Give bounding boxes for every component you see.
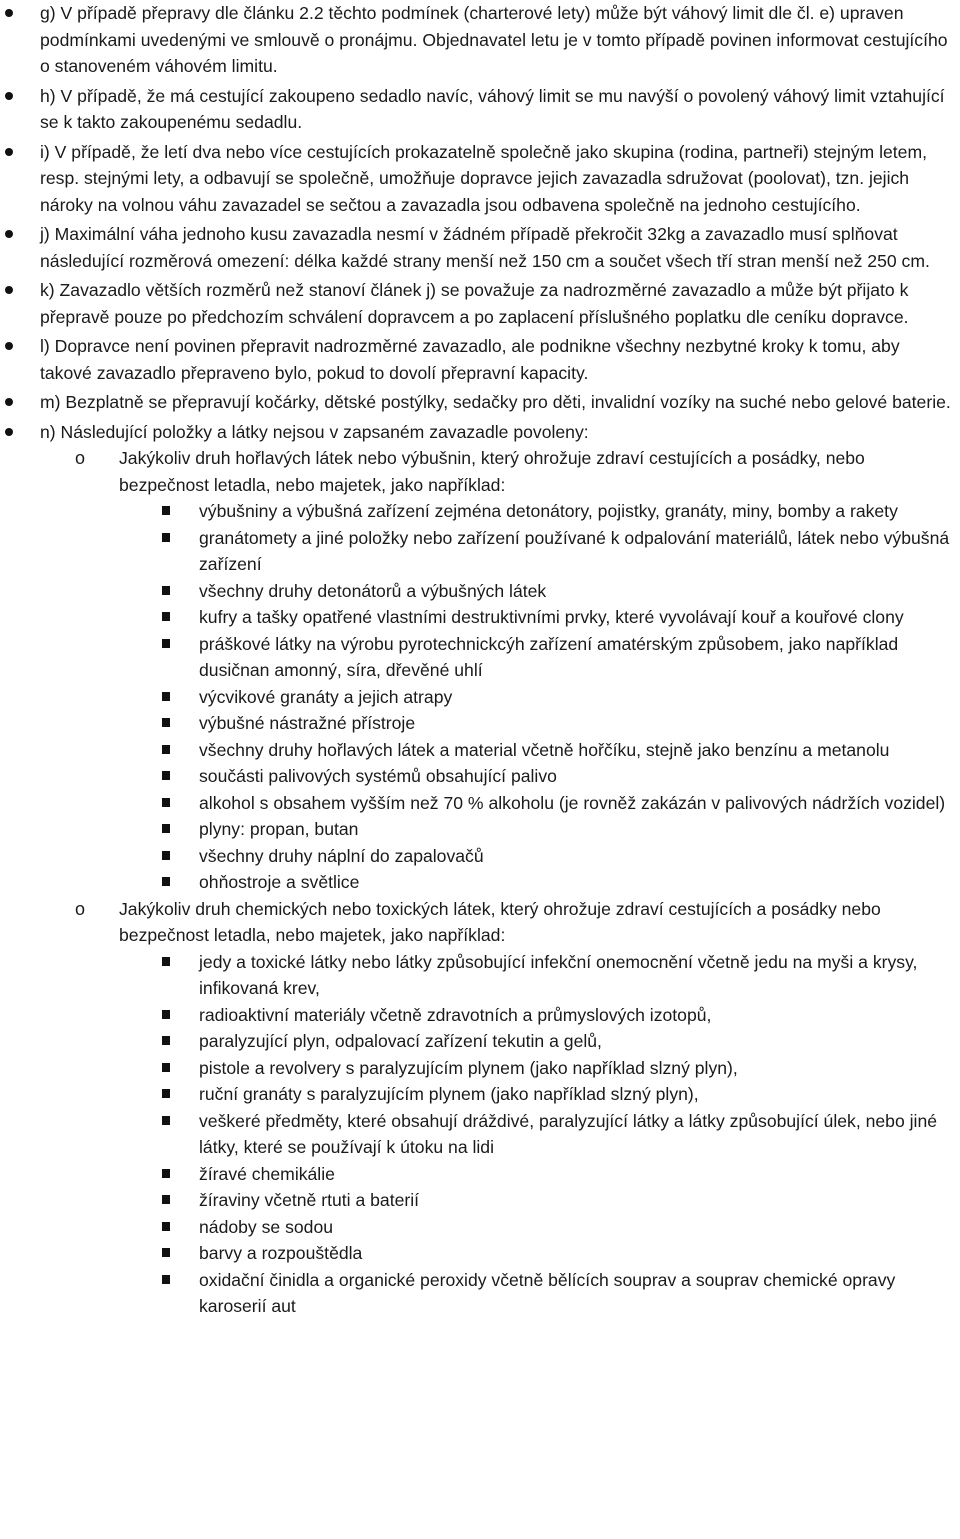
bullet-icon xyxy=(5,398,13,406)
prohibited-item-text: výbušniny a výbušná zařízení zejména detonátory, pojistky, granáty, miny, bomby a rakety xyxy=(199,501,898,521)
square-bullet-icon xyxy=(162,1195,170,1204)
prohibited-item xyxy=(0,1055,954,1082)
prohibited-items-list xyxy=(119,498,954,896)
subgroup-text: Jakýkoliv druh chemických nebo toxických látek, který ohrožuje zdraví cestujících a posádky nebo bezpečnost letadla, nebo majetek, jako například: xyxy=(119,898,881,945)
prohibited-item-text: výcvikové granáty a jejich atrapy xyxy=(199,686,453,707)
prohibited-item xyxy=(0,763,954,790)
item-text: n) Následující položky a látky nejsou v zapsaném zavazadle povoleny: xyxy=(40,421,589,442)
square-bullet-icon xyxy=(162,877,170,886)
square-bullet-icon xyxy=(162,639,170,648)
prohibited-item xyxy=(0,949,954,1002)
square-bullet-icon xyxy=(162,718,170,727)
sublist-item xyxy=(0,896,954,1320)
prohibited-item-text: pistole a revolvery s paralyzujícím plynem (jako například slzný plyn), xyxy=(199,1057,738,1078)
prohibited-item xyxy=(0,1240,954,1267)
square-bullet-icon xyxy=(162,957,170,966)
prohibited-item xyxy=(0,1002,954,1029)
prohibited-item-text: práškové látky na výrobu pyrotechnickcýh zařízení amatérským způsobem, jako například dusičnan amonný, síra, dřevěné uhlí xyxy=(199,633,899,680)
square-bullet-icon xyxy=(162,851,170,860)
square-bullet-icon xyxy=(162,1116,170,1125)
list-item xyxy=(0,389,960,416)
prohibited-item-text: všechny druhy hořlavých látek a material včetně hořčíku, stejně jako benzínu a metanolu xyxy=(199,739,890,760)
prohibited-item-text: výbušné nástražné přístroje xyxy=(199,713,416,733)
square-bullet-icon xyxy=(162,533,170,542)
list-item xyxy=(0,221,960,274)
item-text: l) Dopravce není povinen přepravit nadrozměrné zavazadlo, ale podnikne všechny nezbytné kroky k tomu, aby takové zavazadlo přepraveno bylo, pokud to dovolí přepravní kapacity. xyxy=(40,336,900,383)
prohibited-item-text: radioaktivní materiály včetně zdravotních a průmyslových izotopů, xyxy=(199,1004,712,1025)
prohibited-item-text: oxidační činidla a organické peroxidy včetně bělících souprav a souprav chemické opravy karoserií aut xyxy=(199,1269,896,1316)
item-text: k) Zavazadlo větších rozměrů než stanoví článek j) se považuje za nadrozměrné zavazadlo a může být přijato k přepravě pouze po předchozím schválení dopravcem a po zaplacení příslušného poplatku dle ceníku dopravce. xyxy=(40,280,909,327)
item-text: i) V případě, že letí dva nebo více cestujících prokazatelně společně jako skupina (rodina, partneři) stejným letem, resp. stejnými lety, a odbavují se společně, umožňuje dopravce jejich zavazadla sdružovat (poolovat), tzn. jejich nároky na volnou váhu zavazadel se sečtou a zavazadla jsou odbavena společně na jednoho cestujícího. xyxy=(40,141,927,215)
item-text: h) V případě, že má cestující zakoupeno sedadlo navíc, váhový limit se mu navýší o povolený váhový limit vztahující se k takto zakoupenému sedadlu. xyxy=(40,85,945,132)
bullet-icon xyxy=(5,9,13,17)
prohibited-items-list xyxy=(119,949,954,1320)
list-item xyxy=(0,139,960,219)
prohibited-item xyxy=(0,1187,954,1214)
item-text: g) V případě přepravy dle článku 2.2 těchto podmínek (charterové lety) může být váhový limit dle čl. e) upraven podmínkami uvedenými ve smlouvě o pronájmu. Objednavatel letu je v tomto případě povinen informovat cestujícího o stanoveném váhovém limitu. xyxy=(40,3,948,76)
square-bullet-icon xyxy=(162,1063,170,1072)
prohibited-item xyxy=(0,525,954,578)
prohibited-item xyxy=(0,1267,954,1320)
prohibited-item xyxy=(0,498,954,525)
square-bullet-icon xyxy=(162,824,170,833)
prohibited-item xyxy=(0,578,954,605)
prohibited-item xyxy=(0,1081,954,1108)
prohibited-item xyxy=(0,737,954,764)
list-item xyxy=(0,0,960,80)
square-bullet-icon xyxy=(162,506,170,515)
square-bullet-icon xyxy=(162,1036,170,1045)
prohibited-item xyxy=(0,710,954,737)
prohibited-groups-list xyxy=(40,445,954,1320)
prohibited-item xyxy=(0,1214,954,1241)
prohibited-item-text: součásti palivových systémů obsahující palivo xyxy=(199,766,557,786)
circle-bullet-icon: o xyxy=(75,448,86,468)
prohibited-item-text: plyny: propan, butan xyxy=(199,819,359,839)
bullet-icon xyxy=(5,148,13,156)
square-bullet-icon xyxy=(162,745,170,754)
prohibited-item-text: ohňostroje a světlice xyxy=(199,872,360,892)
prohibited-item-text: paralyzující plyn, odpalovací zařízení tekutin a gelů, xyxy=(199,1031,602,1051)
prohibited-item xyxy=(0,790,954,817)
prohibited-item-text: veškeré předměty, které obsahují dráždivé, paralyzující látky a látky způsobující úlek, nebo jiné látky, které se používají k útoku na lidi xyxy=(199,1110,938,1157)
bullet-icon xyxy=(5,230,13,238)
prohibited-item xyxy=(0,1161,954,1188)
sublist-item xyxy=(0,445,954,896)
prohibited-item-text: granátomety a jiné položky nebo zařízení používané k odpalování materiálů, látek nebo výbušná zařízení xyxy=(199,527,950,574)
prohibited-item-text: barvy a rozpouštědla xyxy=(199,1243,363,1263)
bullet-icon xyxy=(5,342,13,350)
prohibited-item xyxy=(0,1028,954,1055)
prohibited-item-text: jedy a toxické látky nebo látky způsobující infekční onemocnění včetně jedu na myši a krysy, infikovaná krev, xyxy=(199,951,918,998)
square-bullet-icon xyxy=(162,586,170,595)
prohibited-item xyxy=(0,816,954,843)
prohibited-item xyxy=(0,684,954,711)
square-bullet-icon xyxy=(162,1089,170,1098)
square-bullet-icon xyxy=(162,1169,170,1178)
bullet-icon xyxy=(5,286,13,294)
square-bullet-icon xyxy=(162,798,170,807)
list-item xyxy=(0,333,960,386)
item-text: m) Bezplatně se přepravují kočárky, dětské postýlky, sedačky pro děti, invalidní vozíky na suché nebo gelové baterie. xyxy=(40,392,951,412)
square-bullet-icon xyxy=(162,771,170,780)
square-bullet-icon xyxy=(162,692,170,701)
bullet-icon xyxy=(5,428,13,436)
prohibited-item xyxy=(0,604,954,631)
list-item xyxy=(0,277,960,330)
subgroup-text: Jakýkoliv druh hořlavých látek nebo výbušnin, který ohrožuje zdraví cestujících a posádky, nebo bezpečnost letadla, nebo majetek, jako například: xyxy=(119,448,865,495)
square-bullet-icon xyxy=(162,1275,170,1284)
item-text: j) Maximální váha jednoho kusu zavazadla nesmí v žádném případě překročit 32kg a zavazadlo musí splňovat následující rozměrová omezení: délka každé strany menší než 150 cm a součet všech tří stran menší než 250 cm. xyxy=(40,224,930,271)
list-item xyxy=(0,419,960,1320)
prohibited-item-text: alkohol s obsahem vyšším než 70 % alkoholu (je rovněž zakázán v palivových nádržích vozidel) xyxy=(199,792,946,813)
prohibited-item-text: všechny druhy náplní do zapalovačů xyxy=(199,845,484,866)
prohibited-item-text: ruční granáty s paralyzujícím plynem (jako například slzný plyn), xyxy=(199,1084,699,1104)
prohibited-item-text: žíraviny včetně rtuti a baterií xyxy=(199,1190,420,1210)
square-bullet-icon xyxy=(162,1222,170,1231)
prohibited-item-text: kufry a tašky opatřené vlastními destruktivními prvky, které vyvolávají kouř a kouřové clony xyxy=(199,607,904,627)
prohibited-item-text: nádoby se sodou xyxy=(199,1216,334,1237)
prohibited-item-text: všechny druhy detonátorů a výbušných látek xyxy=(199,580,547,601)
prohibited-item xyxy=(0,843,954,870)
list-item xyxy=(0,83,960,136)
prohibited-item xyxy=(0,631,954,684)
bullet-icon xyxy=(5,92,13,100)
square-bullet-icon xyxy=(162,1010,170,1019)
prohibited-item xyxy=(0,869,954,896)
square-bullet-icon xyxy=(162,1248,170,1257)
square-bullet-icon xyxy=(162,612,170,621)
prohibited-item xyxy=(0,1108,954,1161)
circle-bullet-icon: o xyxy=(75,898,86,919)
prohibited-item-text: žíravé chemikálie xyxy=(199,1163,335,1184)
